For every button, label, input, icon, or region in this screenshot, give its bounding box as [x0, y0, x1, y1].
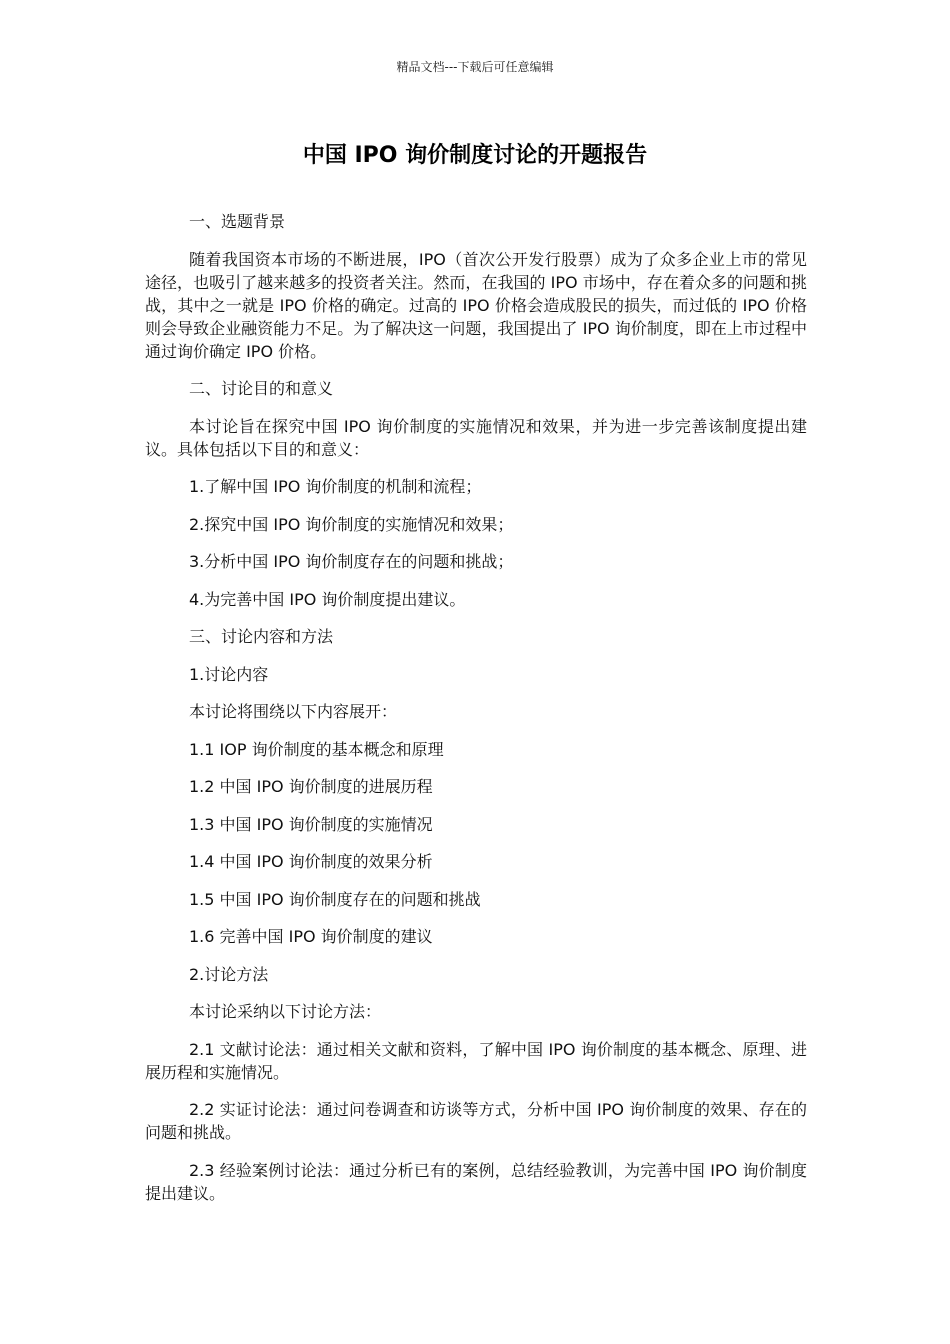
- header-note: 精品文档---下载后可任意编辑: [396, 60, 554, 74]
- list-item-content-1-1: 1.1 IOP 询价制度的基本概念和原理: [189, 739, 444, 759]
- list-item-content-1-6: 1.6 完善中国 IPO 询价制度的建议: [189, 927, 433, 946]
- list-item-purpose-4: 4.为完善中国 IPO 询价制度提出建议。: [189, 589, 466, 609]
- subheading-content: 1.讨论内容: [189, 664, 269, 684]
- list-item-purpose-3: 3.分析中国 IPO 询价制度存在的问题和挑战；: [189, 552, 514, 571]
- section-heading-purpose: 二、讨论目的和意义: [189, 379, 334, 398]
- list-item-purpose-1: 1.了解中国 IPO 询价制度的机制和流程；: [189, 477, 482, 496]
- paragraph-method-intro: 本讨论采纳以下讨论方法：: [189, 1002, 382, 1021]
- list-item-method-2-2: 2.2 实证讨论法：通过问卷调查和访谈等方式，分析中国 IPO 询价制度的效果、存在的问题和挑战。: [145, 1100, 807, 1142]
- document-body: [145, 210, 807, 1219]
- list-item-content-1-4: 1.4 中国 IPO 询价制度的效果分析: [189, 852, 433, 871]
- subheading-method: 2.讨论方法: [189, 964, 269, 984]
- list-item-content-1-2: 1.2 中国 IPO 询价制度的进展历程: [189, 777, 433, 796]
- document-title: 中国 IPO 询价制度讨论的开题报告: [302, 143, 648, 168]
- paragraph-background: 随着我国资本市场的不断进展，IPO（首次公开发行股票）成为了众多企业上市的常见途径，也吸引了越来越多的投资者关注。然而，在我国的 IPO 市场中，存在着众多的问题和挑战，其中之一就是 IPO 价格的确定。过高的 IPO 价格会造成股民的损失，而过低的 IPO 价格则会导致企业融资能力不足。为了解决这一问题，我国提出了 IPO 询价制度，即在上市过程中通过询价确定 IPO 价格。: [145, 249, 807, 361]
- list-item-method-2-3: 2.3 经验案例讨论法：通过分析已有的案例，总结经验教训，为完善中国 IPO 询价制度提出建议。: [145, 1160, 807, 1203]
- list-item-purpose-2: 2.探究中国 IPO 询价制度的实施情况和效果；: [189, 514, 514, 534]
- list-item-method-2-1: 2.1 文献讨论法：通过相关文献和资料，了解中国 IPO 询价制度的基本概念、原理、进展历程和实施情况。: [145, 1039, 807, 1082]
- section-heading-background: 一、选题背景: [189, 212, 286, 231]
- list-item-content-1-5: 1.5 中国 IPO 询价制度存在的问题和挑战: [189, 889, 481, 909]
- list-item-content-1-3: 1.3 中国 IPO 询价制度的实施情况: [189, 814, 433, 834]
- paragraph-purpose-intro: 本讨论旨在探究中国 IPO 询价制度的实施情况和效果，并为进一步完善该制度提出建议。具体包括以下目的和意义：: [145, 416, 807, 459]
- paragraph-content-intro: 本讨论将围绕以下内容展开：: [189, 702, 398, 721]
- section-heading-content-method: 三、讨论内容和方法: [189, 627, 334, 646]
